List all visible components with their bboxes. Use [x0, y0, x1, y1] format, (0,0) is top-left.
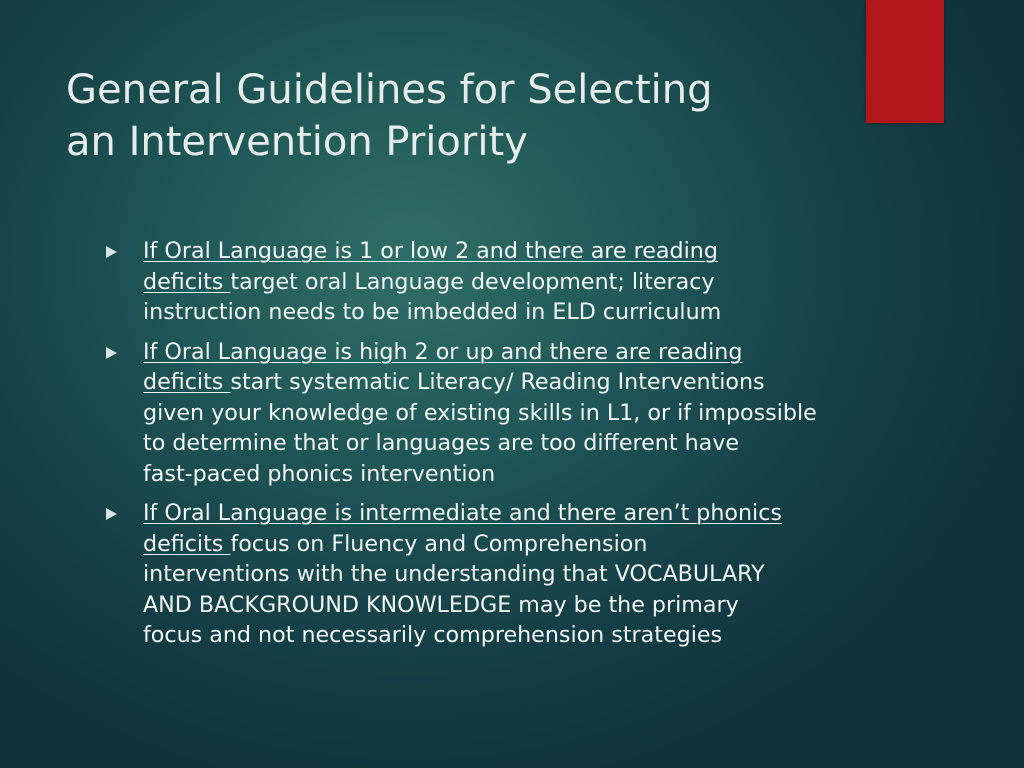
plain-text: target oral Language development; literacy — [230, 268, 715, 295]
plain-text: instruction needs to be imbedded in ELD curriculum — [143, 299, 722, 325]
plain-text: AND BACKGROUND KNOWLEDGE may be the primary — [143, 591, 739, 618]
underlined-text: deficits — [143, 530, 231, 557]
plain-text: interventions with the understanding that VOCABULARY — [143, 561, 765, 587]
bullet-item-3 — [106, 498, 956, 651]
bullet-item-2 — [106, 337, 956, 490]
plain-text: start systematic Literacy/ Reading Interventions — [230, 369, 765, 395]
bullet-arrow-icon — [106, 246, 117, 258]
plain-text: fast-paced phonics intervention — [143, 460, 496, 487]
title-line-1: General Guidelines for Selecting — [66, 67, 713, 113]
bullet-line — [143, 267, 956, 298]
underlined-text: If Oral Language is 1 or low 2 and there are reading — [143, 238, 718, 264]
underlined-text: deficits — [143, 268, 231, 295]
bullet-line — [143, 367, 956, 398]
bullet-line — [143, 337, 956, 368]
bullet-list — [106, 236, 956, 660]
underlined-text: If Oral Language is high 2 or up and there are reading — [143, 338, 743, 365]
bullet-line — [143, 590, 956, 621]
bullet-line — [143, 398, 956, 429]
plain-text: focus on Fluency and Comprehension — [230, 530, 648, 557]
bullet-line — [143, 498, 956, 529]
bullet-line — [143, 297, 956, 328]
title-line-2: an Intervention Priority — [66, 119, 528, 165]
plain-text: given your knowledge of existing skills in L1, or if impossible — [143, 399, 817, 426]
underlined-text: If Oral Language is intermediate and there aren’t phonics — [143, 500, 782, 526]
plain-text: focus and not necessarily comprehension strategies — [143, 622, 723, 648]
bullet-arrow-icon — [106, 508, 117, 520]
bullet-line — [143, 620, 956, 651]
bullet-line — [143, 236, 956, 267]
slide-title — [66, 64, 886, 168]
underlined-text: deficits — [143, 369, 231, 395]
bullet-arrow-icon — [106, 347, 117, 359]
bullet-line — [143, 529, 956, 560]
bullet-line — [143, 559, 956, 590]
plain-text: to determine that or languages are too different have — [143, 430, 740, 456]
bullet-line — [143, 459, 956, 490]
bullet-line — [143, 428, 956, 459]
bullet-item-1 — [106, 236, 956, 328]
